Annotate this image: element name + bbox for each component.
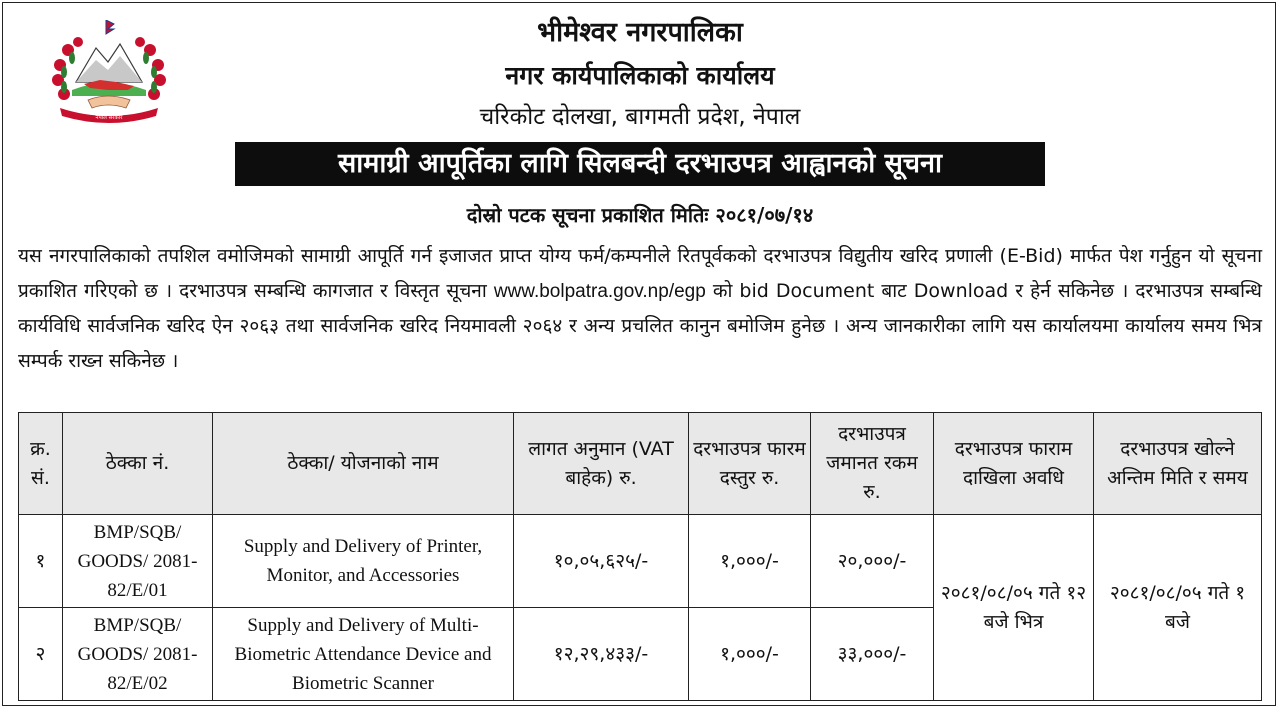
paragraph-text-2: को bid Document बाट Download र हेर्न सकिनेछ । दरभाउपत्र सम्बन्धि कार्यविधि सार्वजनिक खरिद ऐन २०६३ तथा सार्वजनिक खरिद नियमावली २०६४ र अन्य प्रचलित कानुन बमोजिम हुनेछ । अन्य जानकारीका लागि यस कार्यालयमा कार्यालय समय भित्र सम्पर्क राख्न सकिनेछ । xyxy=(18,279,1262,372)
office-address: चरिकोट दोलखा, बागमती प्रदेश, नेपाल xyxy=(479,104,801,130)
header-security: दरभाउपत्र जमानत रकम रु. xyxy=(811,413,934,515)
tender-table xyxy=(18,412,1262,701)
table-row xyxy=(19,515,1262,608)
cell-opening-datetime: २०८१/०८/०५ गते १ बजे xyxy=(1094,515,1262,701)
cell-name: Supply and Delivery of Multi-Biometric Attendance Device and Biometric Scanner xyxy=(213,608,514,701)
header-contract-no: ठेक्का नं. xyxy=(63,413,213,515)
emblem-motto-text: नेपाल सरकार xyxy=(95,115,123,121)
header-opening: दरभाउपत्र खोल्ने अन्तिम मिति र समय xyxy=(1094,413,1262,515)
publish-date: दोस्रो पटक सूचना प्रकाशित मितिः २०८१/०७/१४ xyxy=(466,203,814,227)
cell-form-fee: १,०००/- xyxy=(689,515,811,608)
table-header-row xyxy=(19,413,1262,515)
header-estimate: लागत अनुमान (VAT बाहेक) रु. xyxy=(514,413,689,515)
municipality-name: भीमेश्वर नगरपालिका xyxy=(537,17,743,48)
paragraph-text-1: यस नगरपालिकाको तपशिल वमोजिमको सामाग्री आपूर्ति गर्न इजाजत प्राप्त योग्य फर्म/कम्पनीले रितपूर्वकको दरभाउपत्र विद्युतीय खरिद प्रणाली (E-Bid) मार्फत पेश गर्नुहुन यो सूचना प्रकाशित गरिएको छ । दरभाउपत्र सम्बन्धि कागजात र विस्तृत सूचना xyxy=(18,245,1262,302)
bolpatra-link[interactable]: www.bolpatra.gov.np/egp xyxy=(493,280,706,302)
header-name: ठेक्का/ योजनाको नाम xyxy=(213,413,514,515)
header-form-fee: दरभाउपत्र फारम दस्तुर रु. xyxy=(689,413,811,515)
cell-security: २०,०००/- xyxy=(811,515,934,608)
header-submission: दरभाउपत्र फाराम दाखिला अवधि xyxy=(934,413,1094,515)
notice-paragraph xyxy=(18,239,1262,378)
header-sn: क्र. सं. xyxy=(19,413,63,515)
office-name: नगर कार्यपालिकाको कार्यालय xyxy=(505,61,775,90)
cell-sn: १ xyxy=(19,515,63,608)
cell-name: Supply and Delivery of Printer, Monitor, and Accessories xyxy=(213,515,514,608)
cell-security: ३३,०००/- xyxy=(811,608,934,701)
cell-contract-no: BMP/SQB/ GOODS/ 2081-82/E/02 xyxy=(63,608,213,701)
cell-estimate: १०,०५,६२५/- xyxy=(514,515,689,608)
cell-form-fee: १,०००/- xyxy=(689,608,811,701)
cell-submission-period: २०८१/०८/०५ गते १२ बजे भित्र xyxy=(934,515,1094,701)
cell-estimate: १२,२९,४३३/- xyxy=(514,608,689,701)
notice-title: सामाग्री आपूर्तिका लागि सिलबन्दी दरभाउपत्र आह्वानको सूचना xyxy=(235,142,1045,186)
cell-sn: २ xyxy=(19,608,63,701)
cell-contract-no: BMP/SQB/ GOODS/ 2081-82/E/01 xyxy=(63,515,213,608)
